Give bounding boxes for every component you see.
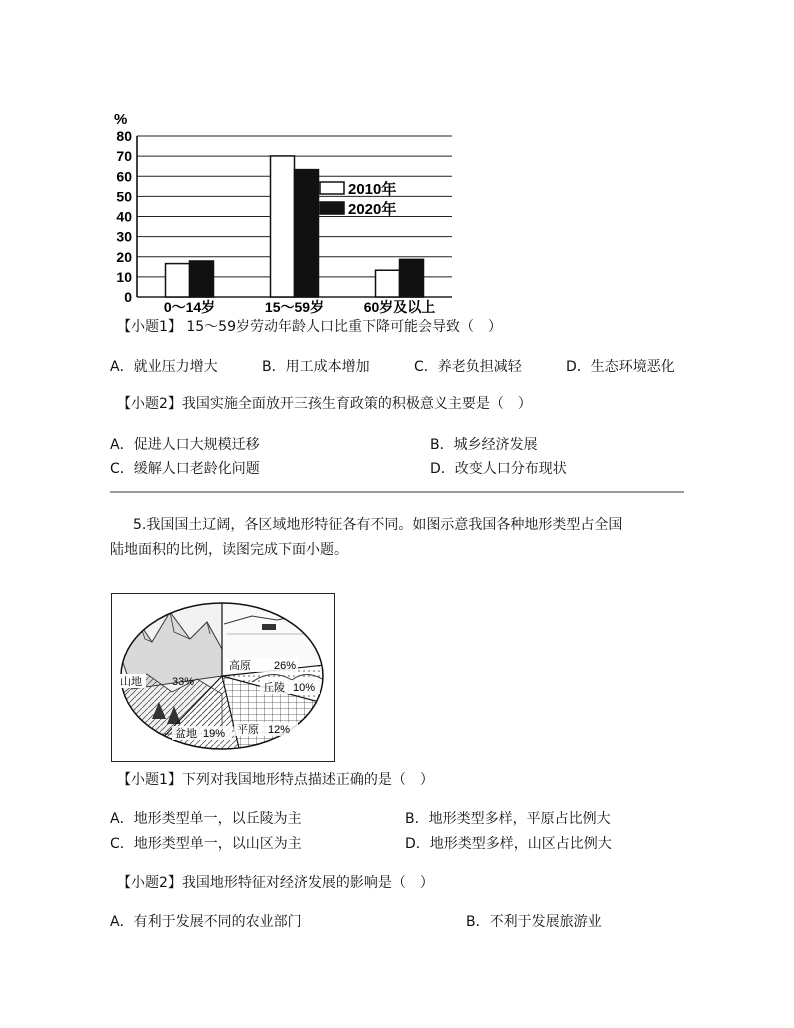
label-hill-pct: 10% — [293, 682, 316, 694]
option-4-1-d: D．生态环境恶化 — [566, 359, 675, 375]
bar — [400, 259, 424, 297]
label-basin: 盆地 — [175, 728, 197, 740]
label-hill: 丘陵 — [263, 682, 285, 694]
option-5-2-a: A．有利于发展不同的农业部门 — [110, 914, 302, 930]
option-4-2-b: B．城乡经济发展 — [430, 437, 538, 453]
question-4-1: 【小题1】 15～59岁劳动年龄人口比重下降可能会导致（ ） — [117, 319, 502, 335]
option-5-1-b: B．地形类型多样，平原占比例大 — [405, 811, 611, 827]
label-mountain: 山地 — [120, 676, 142, 688]
y-tick-label: 20 — [116, 248, 132, 265]
option-4-2-a: A．促进人口大规模迁移 — [110, 437, 260, 453]
label-plateau-pct: 26% — [274, 660, 297, 672]
question-5-1: 【小题1】下列对我国地形特点描述正确的是（ ） — [117, 772, 434, 788]
y-tick-label: 0 — [124, 289, 132, 305]
y-tick-label: 60 — [116, 168, 132, 185]
option-4-2-d: D．改变人口分布现状 — [430, 461, 567, 477]
legend-label: 2020年 — [348, 201, 397, 218]
y-tick-label: 70 — [116, 148, 132, 165]
question-5-2: 【小题2】我国地形特征对经济发展的影响是（ ） — [117, 875, 434, 891]
terrain-pie-illustration — [112, 594, 334, 761]
y-tick-label: 50 — [116, 188, 132, 205]
y-axis-label: % — [114, 111, 128, 128]
option-4-1-c: C．养老负担减轻 — [414, 359, 522, 375]
option-4-1-a: A．就业压力增大 — [110, 359, 218, 375]
y-tick-label: 80 — [116, 128, 132, 144]
section5-intro-line1: 5.我国国土辽阔，各区域地形特征各有不同。如图示意我国各种地形类型占全国 — [133, 517, 623, 533]
label-plain: 平原 — [237, 724, 259, 736]
label-plain-pct: 12% — [268, 724, 291, 736]
label-mountain-pct: 33% — [172, 676, 195, 688]
bar — [271, 156, 295, 297]
legend-label: 2010年 — [348, 181, 397, 198]
population-age-bar-chart — [110, 110, 470, 315]
option-5-1-a: A．地形类型单一，以丘陵为主 — [110, 811, 302, 827]
legend-swatch — [320, 202, 344, 214]
y-tick-label: 10 — [116, 268, 132, 285]
option-5-1-d: D．地形类型多样，山区占比例大 — [405, 836, 612, 852]
bar — [376, 270, 400, 297]
y-tick-label: 40 — [116, 208, 132, 225]
label-basin-pct: 19% — [203, 728, 226, 740]
x-tick-label: 15～59岁 — [264, 299, 325, 315]
x-tick-label: 0～14岁 — [163, 299, 216, 315]
bar — [295, 170, 319, 297]
x-tick-label: 60岁及以上 — [363, 299, 436, 315]
legend-swatch — [320, 182, 344, 194]
section-divider — [110, 491, 684, 493]
y-tick-label: 30 — [116, 228, 132, 245]
label-plateau: 高原 — [229, 660, 251, 672]
option-4-1-b: B．用工成本增加 — [262, 359, 370, 375]
option-5-1-c: C．地形类型单一，以山区为主 — [110, 836, 302, 852]
bar — [190, 261, 214, 297]
option-4-2-c: C．缓解人口老龄化问题 — [110, 461, 260, 477]
question-4-2: 【小题2】我国实施全面放开三孩生育政策的积极意义主要是（ ） — [117, 396, 532, 412]
bar — [166, 264, 190, 297]
option-5-2-b: B．不利于发展旅游业 — [466, 914, 602, 930]
terrain-proportion-map — [111, 593, 335, 762]
section5-intro-line2: 陆地面积的比例，读图完成下面小题。 — [110, 542, 348, 558]
